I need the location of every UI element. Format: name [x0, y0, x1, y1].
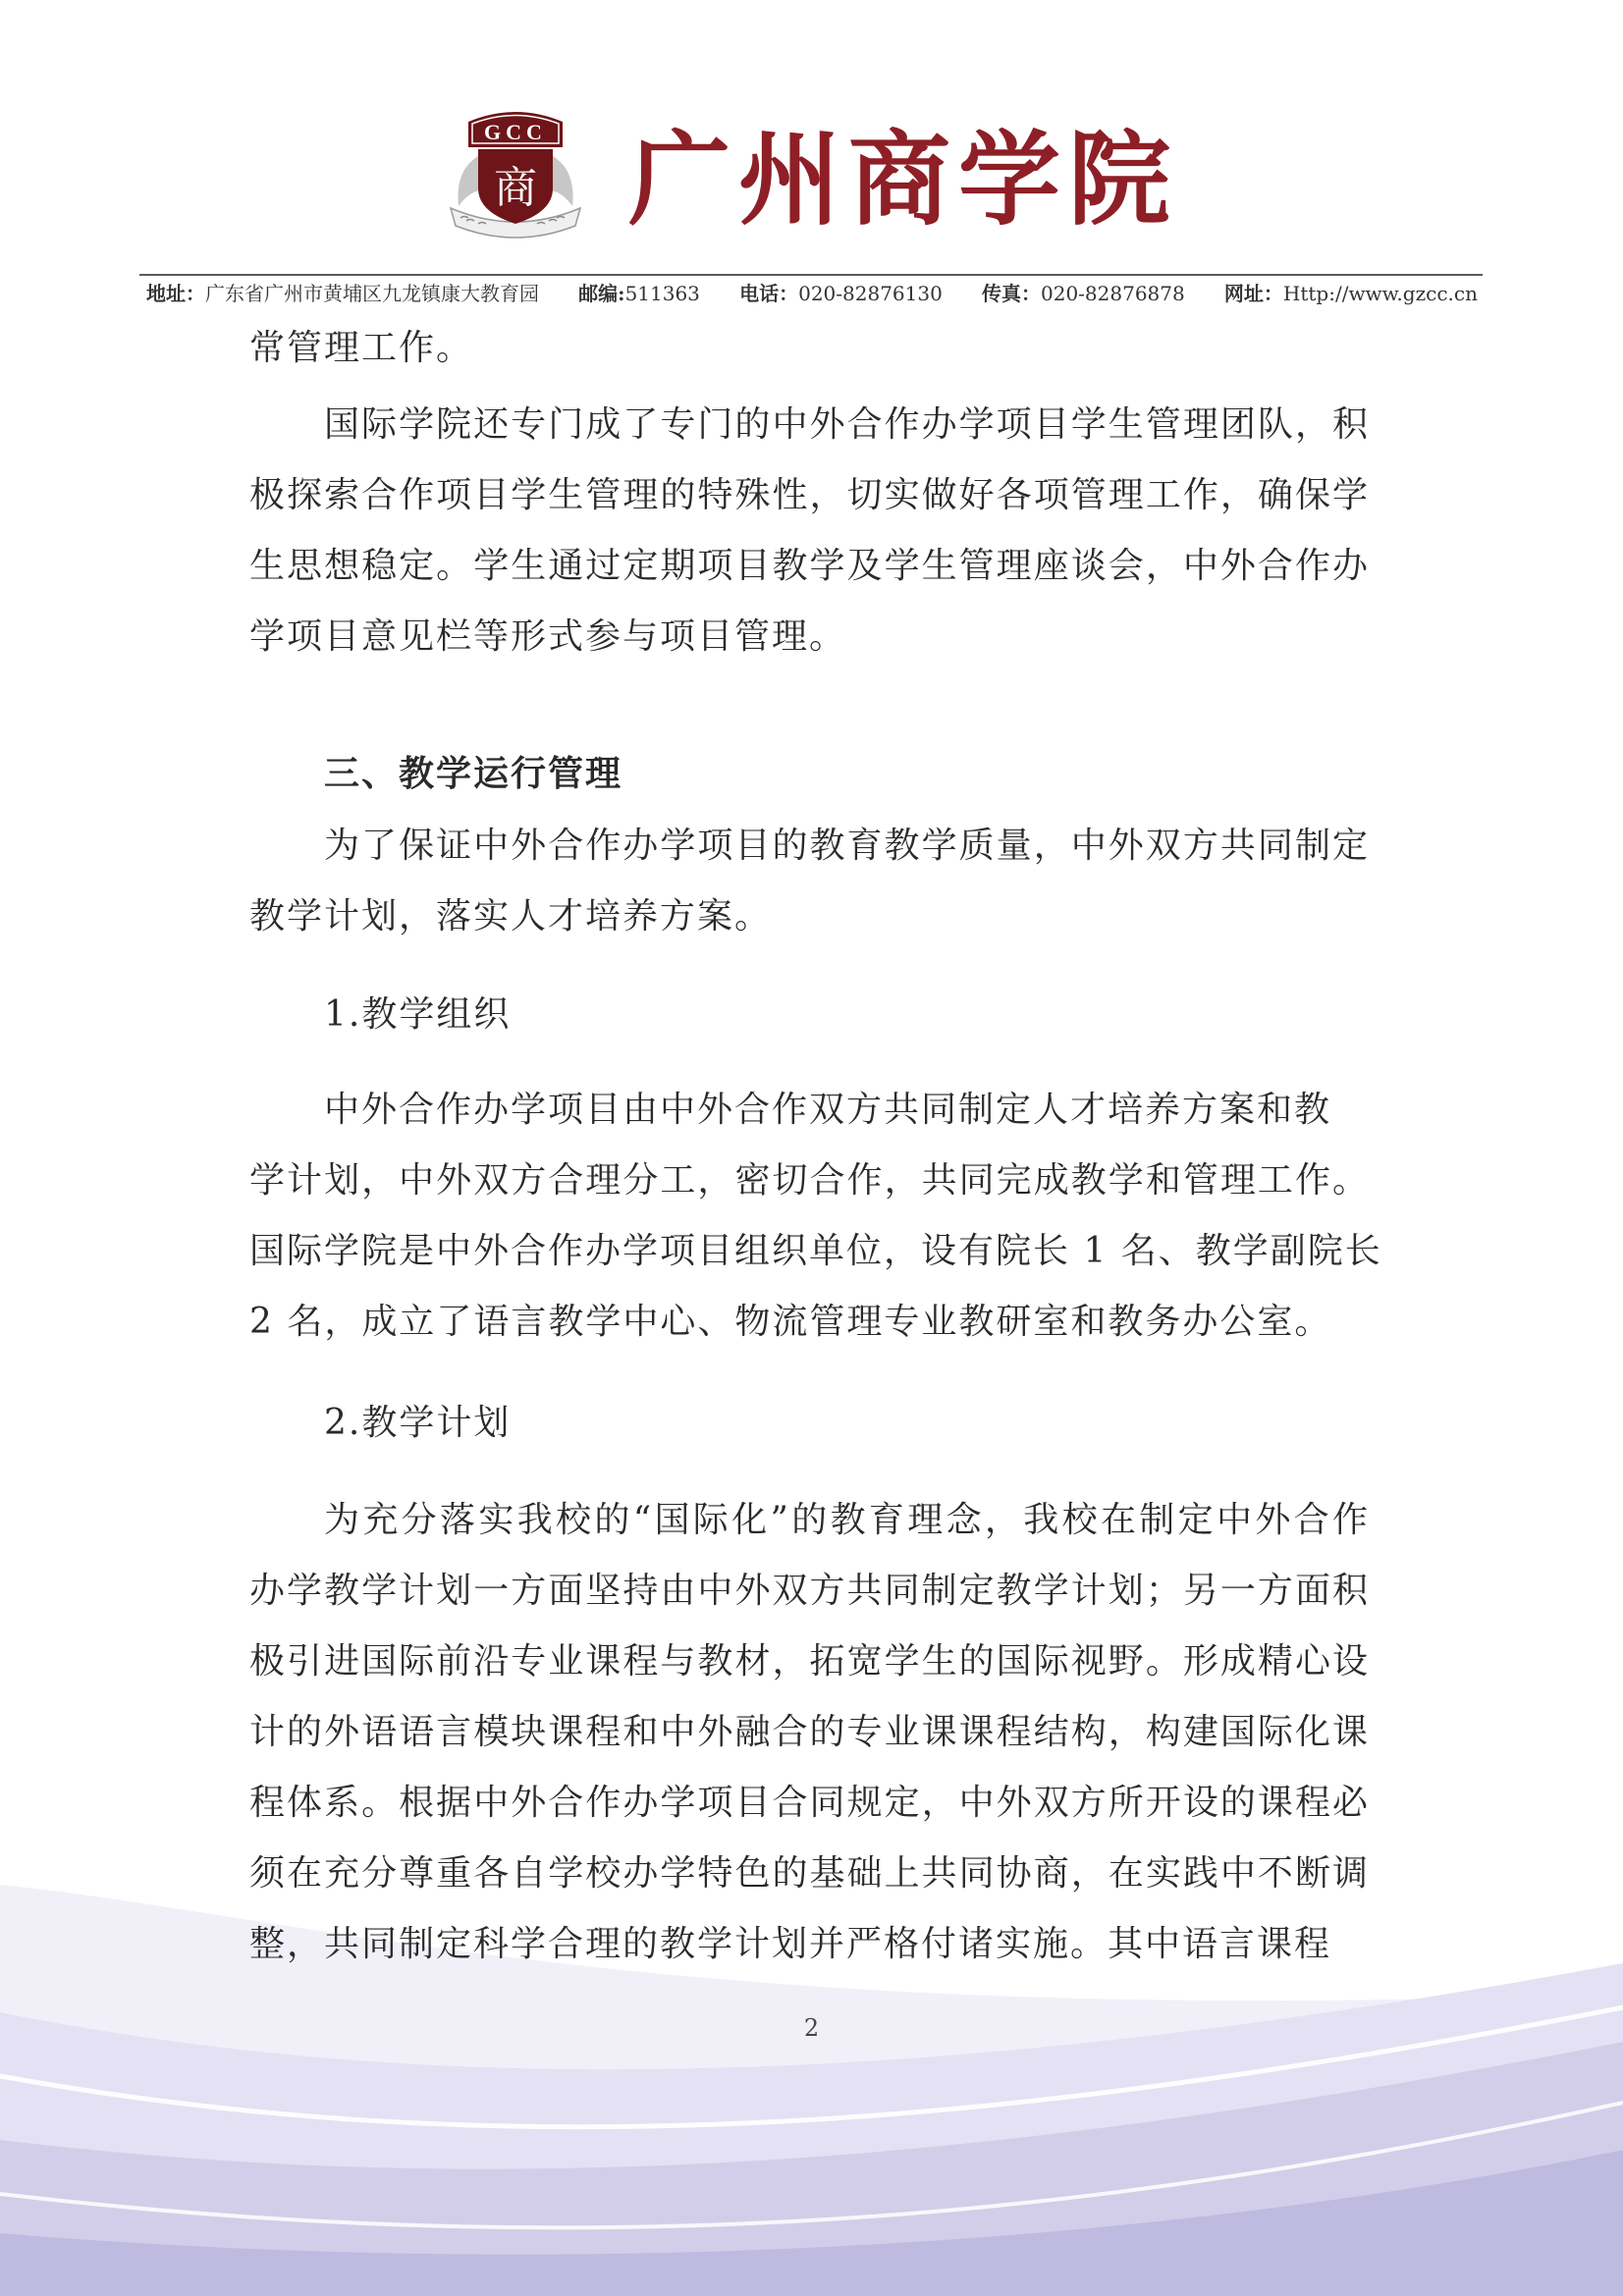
website-item: [1224, 280, 1478, 307]
phone-value: 020-82876130: [798, 282, 943, 305]
text-line: 学计划，中外双方合理分工，密切合作，共同完成教学和管理工作。: [249, 1160, 1370, 1201]
text-line: 须在充分尊重各自学校办学特色的基础上共同协商，在实践中不断调: [249, 1853, 1370, 1894]
paragraph-carryover: [249, 313, 1370, 384]
subheading-text: 2.教学计划: [324, 1403, 512, 1443]
subheading-teaching-plan: [249, 1388, 1370, 1459]
text-line: 极引进国际前沿专业课程与教材，拓宽学生的国际视野。形成精心设: [249, 1641, 1370, 1682]
logo-right-wing: [551, 155, 573, 206]
text-line: 生思想稳定。学生通过定期项目教学及学生管理座谈会，中外合作办: [249, 546, 1370, 586]
address-value: 广东省广州市黄埔区九龙镇康大教育园: [205, 282, 539, 305]
letterhead-contact-line: [146, 280, 1478, 307]
paragraph-teaching-plan: [249, 1485, 1370, 1980]
text-line: 办学教学计划一方面坚持由中外双方共同制定教学计划；另一方面积: [249, 1571, 1370, 1611]
subheading-teaching-organization: [249, 980, 1370, 1050]
postcode-item: [578, 280, 700, 307]
fax-label: 传真：: [982, 282, 1041, 305]
text-line: 2 名，成立了语言教学中心、物流管理专业教研室和教务办公室。: [249, 1302, 1332, 1342]
text-line: 国际学院还专门成了专门的中外合作办学项目学生管理团队，积: [324, 404, 1370, 445]
logo-glyph: 商: [494, 163, 537, 213]
paragraph-section-intro: [249, 811, 1370, 952]
text-line: 程体系。根据中外合作办学项目合同规定，中外双方所开设的课程必: [249, 1783, 1370, 1823]
logo-left-wing: [458, 155, 480, 206]
paragraph-student-team: [249, 390, 1370, 672]
page-number: 2: [803, 2014, 820, 2042]
text-line: 学项目意见栏等形式参与项目管理。: [249, 616, 847, 657]
text-line: 中外合作办学项目由中外合作双方共同制定人才培养方案和教: [324, 1090, 1332, 1130]
website-label: 网址：: [1223, 282, 1283, 305]
phone-item: [739, 280, 943, 307]
section-heading: [249, 738, 1370, 809]
header-divider: [139, 274, 1483, 276]
text-line: 极探索合作项目学生管理的特殊性，切实做好各项管理工作，确保学: [249, 475, 1370, 515]
college-logo: [447, 102, 584, 241]
fax-value: 020-82876878: [1041, 282, 1185, 305]
logo-banner-text: GCC: [484, 120, 547, 144]
text-line: 整，共同制定科学合理的教学计划并严格付诸实施。其中语言课程: [249, 1924, 1332, 1964]
postcode-label: 邮编:: [578, 282, 625, 305]
subheading-text: 1.教学组织: [324, 994, 512, 1035]
section-heading-text: 三、教学运行管理: [324, 753, 623, 794]
text-line: 计的外语语言模块课程和中外融合的专业课课程结构，构建国际化课: [249, 1712, 1370, 1752]
text-line: 教学计划，落实人才培养方案。: [249, 896, 773, 936]
text-line: 常管理工作。: [249, 328, 474, 368]
college-name-title: 广州商学院: [628, 119, 1179, 240]
paragraph-teaching-organization: [249, 1075, 1382, 1358]
document-body: [249, 313, 1382, 1980]
address-label: 地址：: [146, 282, 205, 305]
text-line: 国际学院是中外合作办学项目组织单位，设有院长 1 名、教学副院长: [249, 1231, 1382, 1271]
postcode-value: 511363: [624, 282, 700, 305]
fax-item: [982, 280, 1185, 307]
website-value: Http://www.gzcc.cn: [1282, 282, 1478, 305]
text-line: 为充分落实我校的“国际化”的教育理念，我校在制定中外合作: [324, 1500, 1370, 1540]
phone-label: 电话：: [739, 282, 799, 305]
text-line: 为了保证中外合作办学项目的教育教学质量，中外双方共同制定: [324, 826, 1370, 866]
address-item: [146, 280, 539, 307]
